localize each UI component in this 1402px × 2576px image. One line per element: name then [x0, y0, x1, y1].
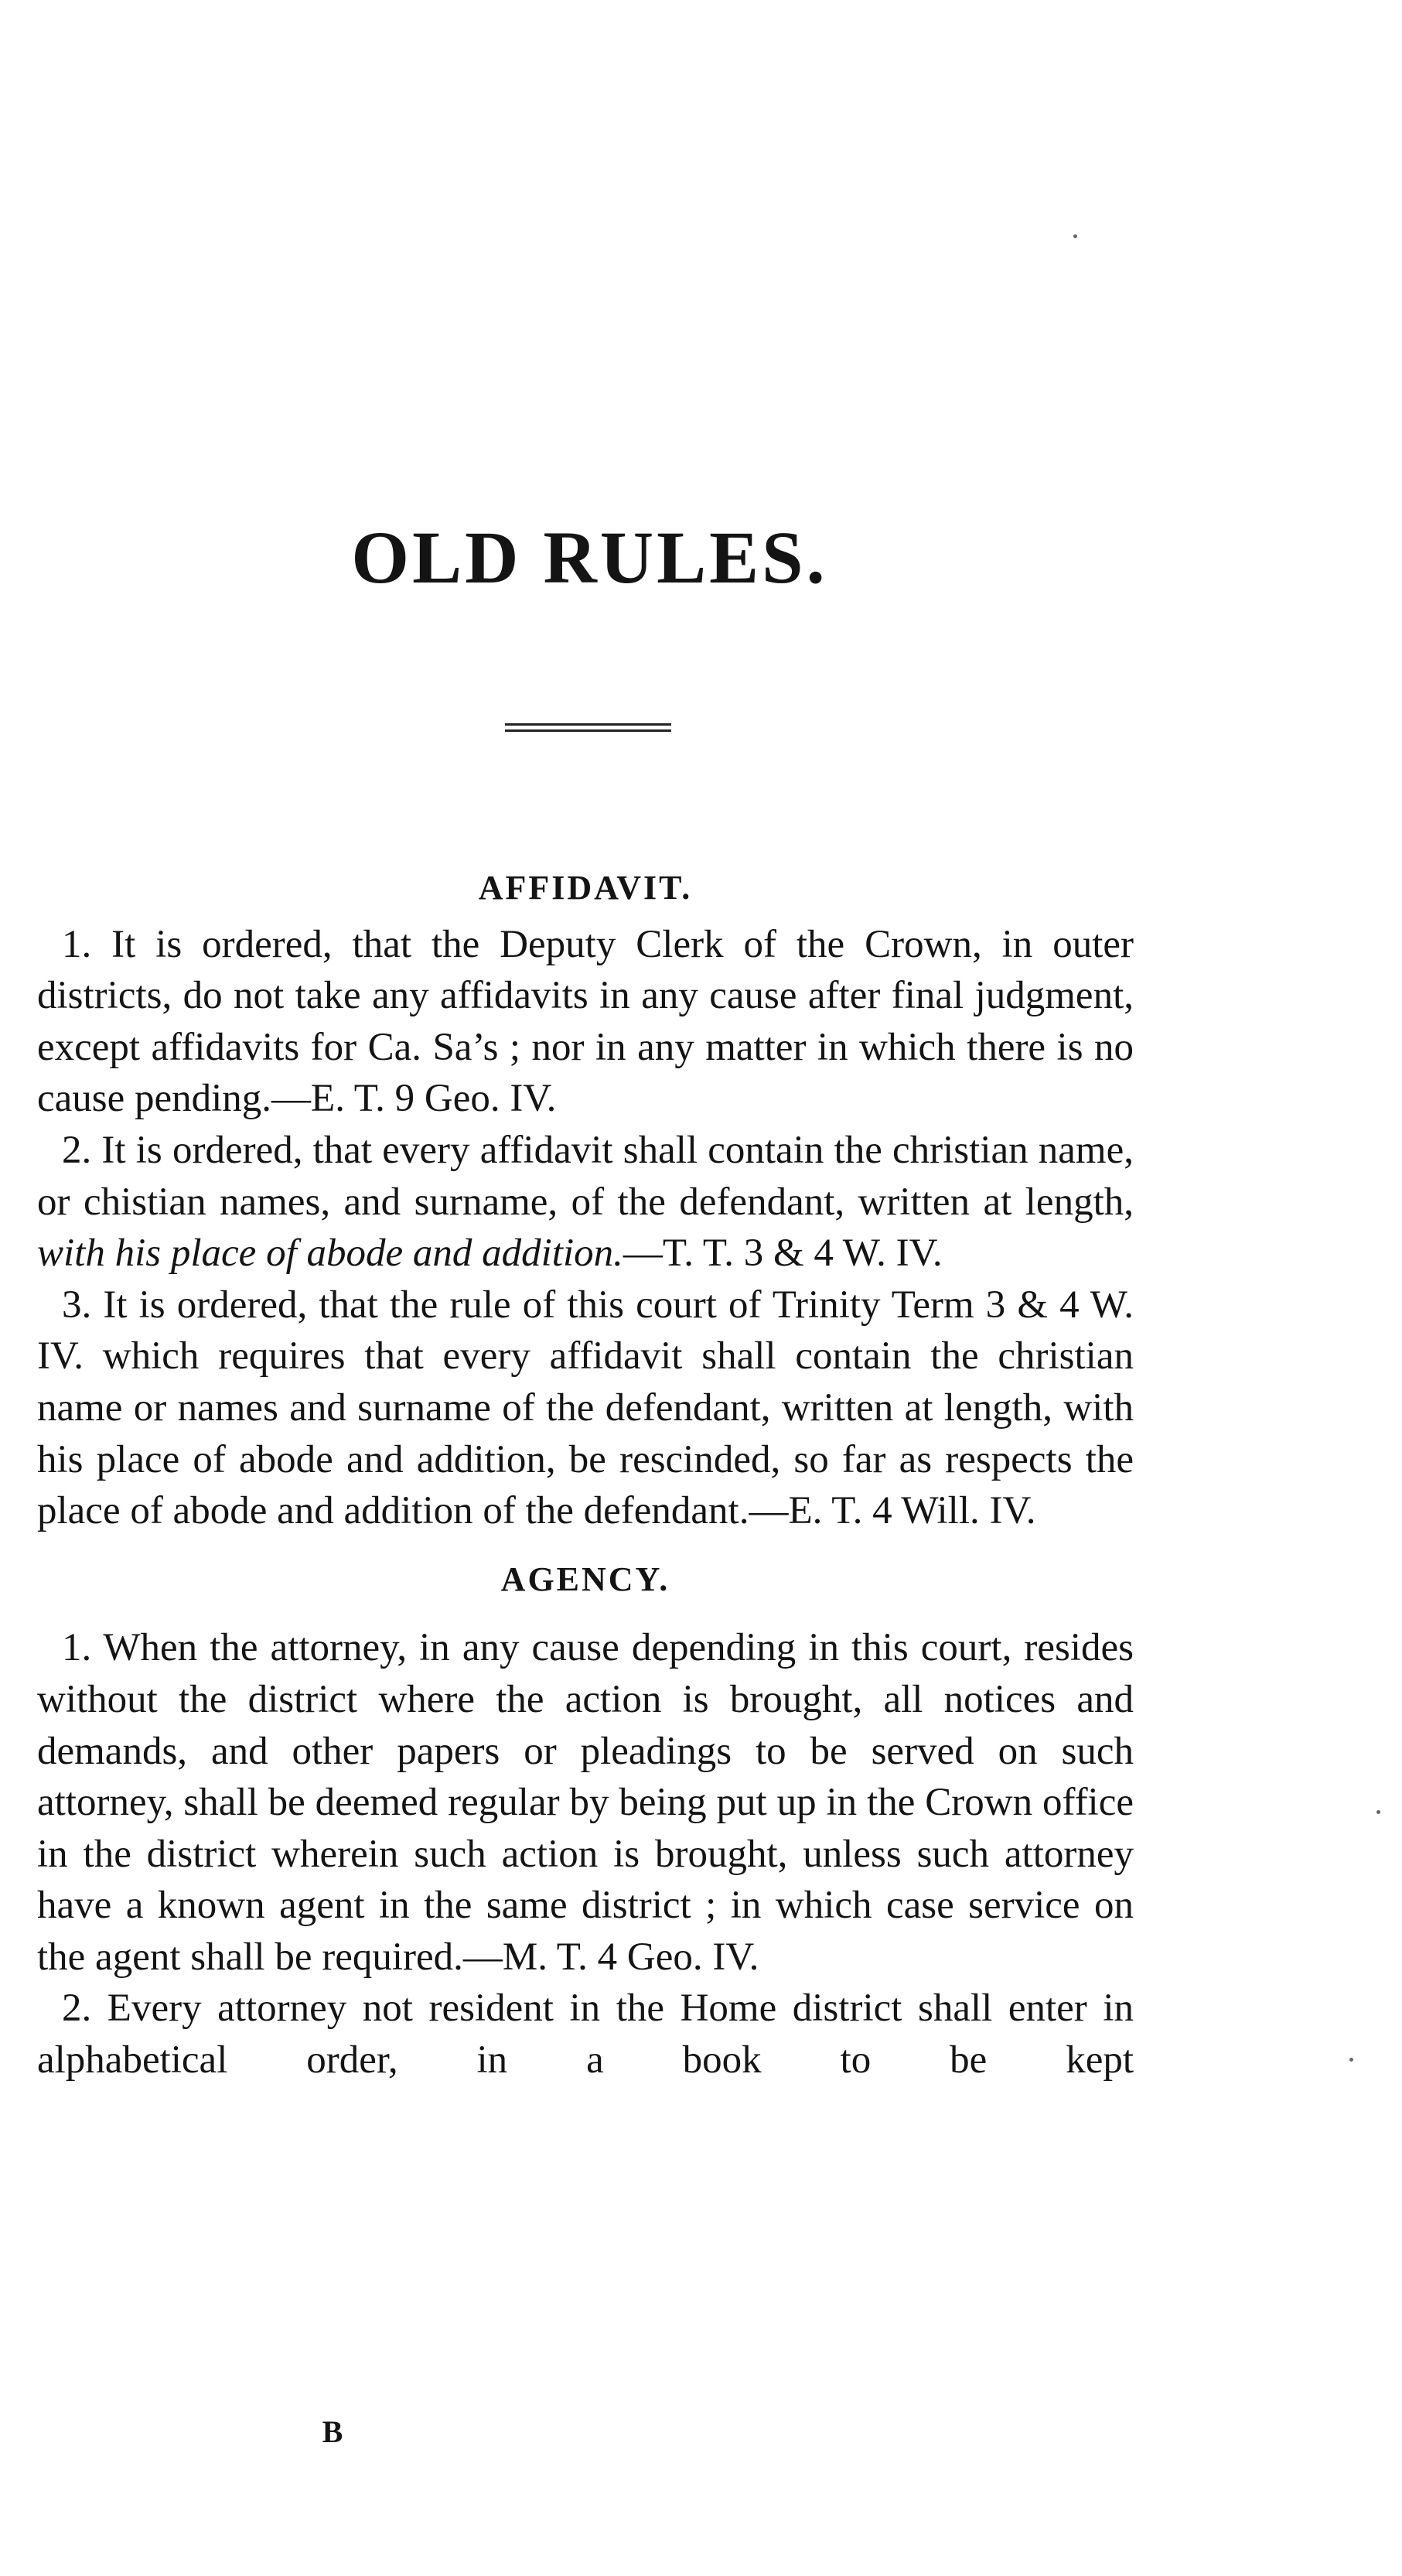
page-title: OLD RULES. — [351, 516, 828, 599]
affidavit-rule-2 — [37, 1125, 1134, 1279]
affidavit-rule-2-citation: —T. T. 3 & 4 W. IV. — [623, 1232, 943, 1276]
affidavit-rule-3: 3. It is ordered, that the rule of this court of Trinity Term 3 & 4 W. IV. which requires that every affidavit shall contain the christian name or names and surname of the defendant, written at length, with his place of abode and addition, be rescinded, so far as respects the place of abode and addition of the defendant.—E. T. 4 Will. IV. — [37, 1283, 1134, 1533]
double-rule-divider — [505, 723, 671, 732]
paper-speck — [1376, 1810, 1380, 1814]
document-body — [37, 863, 1134, 2086]
paper-speck — [1349, 2058, 1353, 2062]
paper-speck — [1073, 234, 1077, 238]
affidavit-rule-2-text: 2. It is ordered, that every affidavit shall contain the christian name, or chistian names, and surname, of the defendant, written at length, — [37, 1128, 1134, 1224]
section-heading-affidavit: AFFIDAVIT. — [478, 869, 693, 907]
agency-rule-1: 1. When the attorney, in any cause depending in this court, resides without the district where the action is brought, all notices and demands, and other papers or pleadings to be served on such attorney, shall be deemed regular by being put up in the Crown office in the district wherein such action is brought, unless such attorney have a known agent in the same district ; in which case service on the agent shall be required.—M. T. 4 Geo. IV. — [37, 1626, 1134, 1979]
section-heading-agency: AGENCY. — [500, 1560, 670, 1598]
affidavit-rule-1: 1. It is ordered, that the Deputy Clerk of the Crown, in outer districts, do not take any affidavits in any cause after final judgment, except affidavits for Ca. Sa’s ; nor in any matter in which there is no cause pending.—E. T. 9 Geo. IV. — [37, 922, 1134, 1121]
signature-mark: B — [322, 2414, 343, 2449]
agency-rule-2: 2. Every attorney not resident in the Home district shall enter in alphabetical order, in a book to be kept — [37, 1987, 1134, 2082]
affidavit-rule-2-italic: with his place of abode and addition. — [37, 1232, 623, 1276]
